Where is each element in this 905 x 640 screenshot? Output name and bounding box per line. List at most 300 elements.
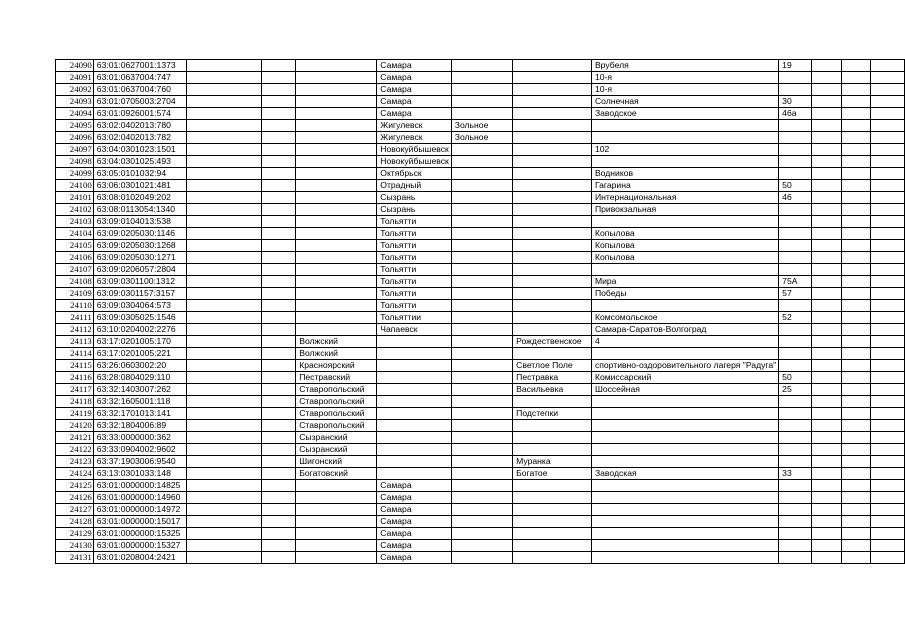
cell-c4 — [261, 264, 295, 276]
cell-district: Ставропольский — [296, 384, 377, 396]
cell-c11 — [811, 456, 842, 468]
cell-c13 — [871, 84, 905, 96]
cell-c12 — [842, 96, 871, 108]
cell-house — [779, 420, 812, 432]
cell-c12 — [842, 456, 871, 468]
cell-id: 24121 — [56, 432, 94, 444]
cell-city: Самара — [377, 552, 452, 564]
cell-locality — [451, 108, 512, 120]
cell-street — [591, 480, 778, 492]
cell-c4 — [261, 60, 295, 72]
table-row — [56, 96, 905, 108]
cell-c3 — [186, 384, 261, 396]
cell-city: Сызрань — [377, 204, 452, 216]
cell-c12 — [842, 360, 871, 372]
cell-c13 — [871, 396, 905, 408]
cell-c3 — [186, 84, 261, 96]
cell-house — [779, 444, 812, 456]
cell-street: Водников — [591, 168, 778, 180]
cell-c4 — [261, 384, 295, 396]
cell-id: 24113 — [56, 336, 94, 348]
cell-district — [296, 492, 377, 504]
cell-locality — [451, 408, 512, 420]
cell-c3 — [186, 336, 261, 348]
cell-c13 — [871, 288, 905, 300]
cell-city — [377, 468, 452, 480]
cell-locality — [451, 552, 512, 564]
cell-c3 — [186, 432, 261, 444]
cell-locality: Зольное — [451, 120, 512, 132]
cell-c4 — [261, 312, 295, 324]
cell-c13 — [871, 60, 905, 72]
cell-house: 30 — [779, 96, 812, 108]
cell-city: Сызрань — [377, 192, 452, 204]
cell-district — [296, 288, 377, 300]
cell-id: 24098 — [56, 156, 94, 168]
cell-street — [591, 432, 778, 444]
cell-c12 — [842, 540, 871, 552]
cell-c3 — [186, 468, 261, 480]
cell-city: Тольятти — [377, 276, 452, 288]
cell-settlement — [513, 180, 592, 192]
cell-c13 — [871, 216, 905, 228]
table-row — [56, 372, 905, 384]
cell-locality — [451, 528, 512, 540]
cell-city: Самара — [377, 96, 452, 108]
cell-c11 — [811, 480, 842, 492]
cell-c3 — [186, 228, 261, 240]
table-row — [56, 324, 905, 336]
table-row — [56, 432, 905, 444]
cell-house — [779, 144, 812, 156]
cell-c4 — [261, 324, 295, 336]
cell-c12 — [842, 384, 871, 396]
cell-id: 24109 — [56, 288, 94, 300]
cell-city: Самара — [377, 528, 452, 540]
cell-district — [296, 96, 377, 108]
cell-c12 — [842, 204, 871, 216]
cell-c3 — [186, 192, 261, 204]
cell-settlement: Васильевка — [513, 384, 592, 396]
cell-city: Тольятти — [377, 300, 452, 312]
table-row — [56, 480, 905, 492]
cell-c3 — [186, 120, 261, 132]
cell-c12 — [842, 432, 871, 444]
cell-locality — [451, 156, 512, 168]
cell-cadastral: 63:32:1403007:262 — [93, 384, 186, 396]
cell-cadastral: 63:04:0301025:493 — [93, 156, 186, 168]
cell-city — [377, 444, 452, 456]
cell-locality — [451, 348, 512, 360]
cell-id: 24110 — [56, 300, 94, 312]
cell-c11 — [811, 528, 842, 540]
cell-c12 — [842, 336, 871, 348]
cell-district — [296, 300, 377, 312]
cell-c3 — [186, 60, 261, 72]
cell-city: Жигулевск — [377, 120, 452, 132]
cell-house — [779, 540, 812, 552]
cell-street: Копылова — [591, 240, 778, 252]
cell-c3 — [186, 516, 261, 528]
cell-cadastral: 63:09:0205030:1268 — [93, 240, 186, 252]
cell-house: 57 — [779, 288, 812, 300]
cell-locality — [451, 492, 512, 504]
cell-locality — [451, 456, 512, 468]
cell-city: Самара — [377, 72, 452, 84]
table-row — [56, 144, 905, 156]
cell-settlement — [513, 288, 592, 300]
cell-c13 — [871, 360, 905, 372]
cell-settlement — [513, 264, 592, 276]
address-table — [55, 59, 905, 564]
cell-id: 24090 — [56, 60, 94, 72]
cell-c13 — [871, 204, 905, 216]
cell-c12 — [842, 156, 871, 168]
table-row — [56, 84, 905, 96]
cell-cadastral: 63:09:0301157:3157 — [93, 288, 186, 300]
cell-c3 — [186, 552, 261, 564]
cell-locality — [451, 72, 512, 84]
cell-house — [779, 240, 812, 252]
cell-id: 24119 — [56, 408, 94, 420]
cell-c13 — [871, 468, 905, 480]
cell-city: Новокуйбышевск — [377, 156, 452, 168]
cell-c12 — [842, 252, 871, 264]
cell-house: 50 — [779, 180, 812, 192]
cell-cadastral: 63:10:0204002:2276 — [93, 324, 186, 336]
cell-city: Самара — [377, 540, 452, 552]
cell-district — [296, 132, 377, 144]
cell-c11 — [811, 348, 842, 360]
cell-c12 — [842, 228, 871, 240]
cell-c13 — [871, 540, 905, 552]
cell-settlement — [513, 420, 592, 432]
cell-c4 — [261, 132, 295, 144]
cell-street — [591, 516, 778, 528]
cell-c3 — [186, 204, 261, 216]
cell-c11 — [811, 60, 842, 72]
cell-id: 24128 — [56, 516, 94, 528]
cell-settlement — [513, 348, 592, 360]
cell-id: 24112 — [56, 324, 94, 336]
cell-c13 — [871, 252, 905, 264]
cell-locality — [451, 324, 512, 336]
cell-street — [591, 156, 778, 168]
cell-id: 24129 — [56, 528, 94, 540]
cell-c3 — [186, 492, 261, 504]
cell-street: Шоссейная — [591, 384, 778, 396]
table-row — [56, 468, 905, 480]
cell-c13 — [871, 456, 905, 468]
cell-house — [779, 132, 812, 144]
cell-locality — [451, 240, 512, 252]
cell-cadastral: 63:01:0627001:1373 — [93, 60, 186, 72]
cell-c3 — [186, 324, 261, 336]
cell-id: 24104 — [56, 228, 94, 240]
cell-street: Солнечная — [591, 96, 778, 108]
cell-c12 — [842, 240, 871, 252]
cell-cadastral: 63:08:0113054:1340 — [93, 204, 186, 216]
cell-street: Комиссарский — [591, 372, 778, 384]
cell-c12 — [842, 420, 871, 432]
cell-settlement — [513, 252, 592, 264]
cell-c13 — [871, 312, 905, 324]
cell-c13 — [871, 276, 905, 288]
cell-street: Копылова — [591, 252, 778, 264]
cell-c3 — [186, 396, 261, 408]
cell-street: Врубеля — [591, 60, 778, 72]
cell-locality — [451, 480, 512, 492]
table-row — [56, 204, 905, 216]
cell-city — [377, 432, 452, 444]
table-row — [56, 228, 905, 240]
cell-cadastral: 63:33:0000000:362 — [93, 432, 186, 444]
cell-house — [779, 360, 812, 372]
cell-house — [779, 348, 812, 360]
cell-street: 4 — [591, 336, 778, 348]
cell-locality — [451, 444, 512, 456]
cell-id: 24096 — [56, 132, 94, 144]
cell-house — [779, 300, 812, 312]
cell-cadastral: 63:01:0000000:15325 — [93, 528, 186, 540]
cell-locality — [451, 420, 512, 432]
cell-c11 — [811, 300, 842, 312]
cell-c13 — [871, 432, 905, 444]
cell-settlement — [513, 480, 592, 492]
table-row — [56, 516, 905, 528]
cell-city: Самара — [377, 504, 452, 516]
cell-c11 — [811, 144, 842, 156]
table-row — [56, 312, 905, 324]
cell-district — [296, 72, 377, 84]
cell-city — [377, 336, 452, 348]
cell-house: 33 — [779, 468, 812, 480]
cell-settlement — [513, 60, 592, 72]
cell-c11 — [811, 492, 842, 504]
cell-c11 — [811, 204, 842, 216]
cell-cadastral: 63:09:0206057:2804 — [93, 264, 186, 276]
cell-id: 24094 — [56, 108, 94, 120]
cell-settlement — [513, 228, 592, 240]
cell-settlement: Муранка — [513, 456, 592, 468]
cell-city: Октябрьск — [377, 168, 452, 180]
cell-c11 — [811, 516, 842, 528]
cell-c12 — [842, 528, 871, 540]
cell-c12 — [842, 120, 871, 132]
cell-c4 — [261, 480, 295, 492]
cell-locality — [451, 180, 512, 192]
cell-c11 — [811, 72, 842, 84]
cell-cadastral: 63:01:0208004:2421 — [93, 552, 186, 564]
cell-c11 — [811, 360, 842, 372]
cell-c11 — [811, 168, 842, 180]
cell-id: 24117 — [56, 384, 94, 396]
cell-cadastral: 63:13:0301033:148 — [93, 468, 186, 480]
cell-cadastral: 63:17:0201005:170 — [93, 336, 186, 348]
cell-c11 — [811, 432, 842, 444]
cell-c12 — [842, 180, 871, 192]
cell-settlement — [513, 240, 592, 252]
table-row — [56, 252, 905, 264]
cell-id: 24105 — [56, 240, 94, 252]
cell-c4 — [261, 84, 295, 96]
cell-street: Копылова — [591, 228, 778, 240]
cell-id: 24124 — [56, 468, 94, 480]
cell-settlement — [513, 96, 592, 108]
cell-house — [779, 120, 812, 132]
cell-c4 — [261, 72, 295, 84]
cell-id: 24130 — [56, 540, 94, 552]
cell-id: 24095 — [56, 120, 94, 132]
cell-street — [591, 552, 778, 564]
cell-house — [779, 84, 812, 96]
cell-c4 — [261, 360, 295, 372]
cell-c3 — [186, 372, 261, 384]
cell-locality: Зольное — [451, 132, 512, 144]
cell-locality — [451, 60, 512, 72]
cell-c4 — [261, 180, 295, 192]
cell-district: Сызранский — [296, 444, 377, 456]
cell-c11 — [811, 252, 842, 264]
cell-c4 — [261, 168, 295, 180]
cell-cadastral: 63:32:1701013:141 — [93, 408, 186, 420]
cell-c12 — [842, 108, 871, 120]
table-row — [56, 504, 905, 516]
cell-c4 — [261, 468, 295, 480]
cell-id: 24118 — [56, 396, 94, 408]
cell-house: 46 — [779, 192, 812, 204]
cell-locality — [451, 300, 512, 312]
cell-settlement — [513, 516, 592, 528]
cell-id: 24111 — [56, 312, 94, 324]
cell-c13 — [871, 192, 905, 204]
cell-c4 — [261, 96, 295, 108]
cell-c4 — [261, 336, 295, 348]
cell-id: 24103 — [56, 216, 94, 228]
cell-c3 — [186, 96, 261, 108]
cell-c11 — [811, 228, 842, 240]
cell-house: 52 — [779, 312, 812, 324]
cell-city: Тольятти — [377, 240, 452, 252]
cell-c13 — [871, 264, 905, 276]
cell-settlement: Пестравка — [513, 372, 592, 384]
cell-locality — [451, 432, 512, 444]
cell-c11 — [811, 396, 842, 408]
cell-c13 — [871, 528, 905, 540]
cell-c3 — [186, 180, 261, 192]
cell-c3 — [186, 540, 261, 552]
table-row — [56, 420, 905, 432]
cell-district — [296, 504, 377, 516]
cell-cadastral: 63:09:0104013:538 — [93, 216, 186, 228]
cell-cadastral: 63:33:0904002:9602 — [93, 444, 186, 456]
cell-c3 — [186, 264, 261, 276]
cell-street: Самара-Саратов-Волгоград — [591, 324, 778, 336]
table-row — [56, 348, 905, 360]
cell-city — [377, 384, 452, 396]
cell-c12 — [842, 300, 871, 312]
cell-settlement — [513, 216, 592, 228]
cell-c11 — [811, 408, 842, 420]
cell-c3 — [186, 132, 261, 144]
cell-settlement: Богатое — [513, 468, 592, 480]
cell-cadastral: 63:17:0201005:221 — [93, 348, 186, 360]
cell-cadastral: 63:01:0000000:14825 — [93, 480, 186, 492]
cell-c13 — [871, 492, 905, 504]
cell-house — [779, 72, 812, 84]
cell-settlement — [513, 204, 592, 216]
cell-c13 — [871, 552, 905, 564]
cell-settlement — [513, 492, 592, 504]
cell-district — [296, 216, 377, 228]
cell-c11 — [811, 444, 842, 456]
cell-house — [779, 552, 812, 564]
cell-c12 — [842, 516, 871, 528]
table-row — [56, 168, 905, 180]
cell-street — [591, 216, 778, 228]
cell-house — [779, 492, 812, 504]
cell-settlement — [513, 432, 592, 444]
cell-id: 24114 — [56, 348, 94, 360]
cell-c11 — [811, 192, 842, 204]
cell-house — [779, 432, 812, 444]
cell-c3 — [186, 348, 261, 360]
cell-district: Красноярский — [296, 360, 377, 372]
cell-city: Тольятти — [377, 252, 452, 264]
cell-house — [779, 396, 812, 408]
cell-locality — [451, 396, 512, 408]
cell-cadastral: 63:32:1605001:118 — [93, 396, 186, 408]
cell-c11 — [811, 180, 842, 192]
cell-district — [296, 108, 377, 120]
cell-locality — [451, 168, 512, 180]
cell-cadastral: 63:09:0301100:1312 — [93, 276, 186, 288]
cell-c11 — [811, 240, 842, 252]
cell-c12 — [842, 72, 871, 84]
cell-settlement — [513, 120, 592, 132]
cell-cadastral: 63:02:0402013:780 — [93, 120, 186, 132]
cell-settlement — [513, 168, 592, 180]
cell-street — [591, 540, 778, 552]
cell-settlement — [513, 276, 592, 288]
cell-id: 24091 — [56, 72, 94, 84]
cell-district — [296, 204, 377, 216]
cell-street: Заводское — [591, 108, 778, 120]
cell-street: 10-я — [591, 84, 778, 96]
cell-c4 — [261, 504, 295, 516]
cell-house — [779, 204, 812, 216]
cell-cadastral: 63:09:0305025:1546 — [93, 312, 186, 324]
cell-city: Самара — [377, 108, 452, 120]
cell-c4 — [261, 228, 295, 240]
cell-c11 — [811, 288, 842, 300]
cell-street: спортивно-оздоровительного лагеря "Радуга" — [591, 360, 778, 372]
cell-c13 — [871, 168, 905, 180]
cell-id: 24131 — [56, 552, 94, 564]
cell-city: Тольятти — [377, 264, 452, 276]
cell-city: Самара — [377, 516, 452, 528]
cell-cadastral: 63:01:0000000:14972 — [93, 504, 186, 516]
table-row — [56, 456, 905, 468]
cell-c12 — [842, 444, 871, 456]
cell-district — [296, 180, 377, 192]
cell-locality — [451, 96, 512, 108]
cell-house — [779, 168, 812, 180]
cell-locality — [451, 228, 512, 240]
cell-settlement — [513, 444, 592, 456]
cell-house — [779, 504, 812, 516]
cell-locality — [451, 468, 512, 480]
